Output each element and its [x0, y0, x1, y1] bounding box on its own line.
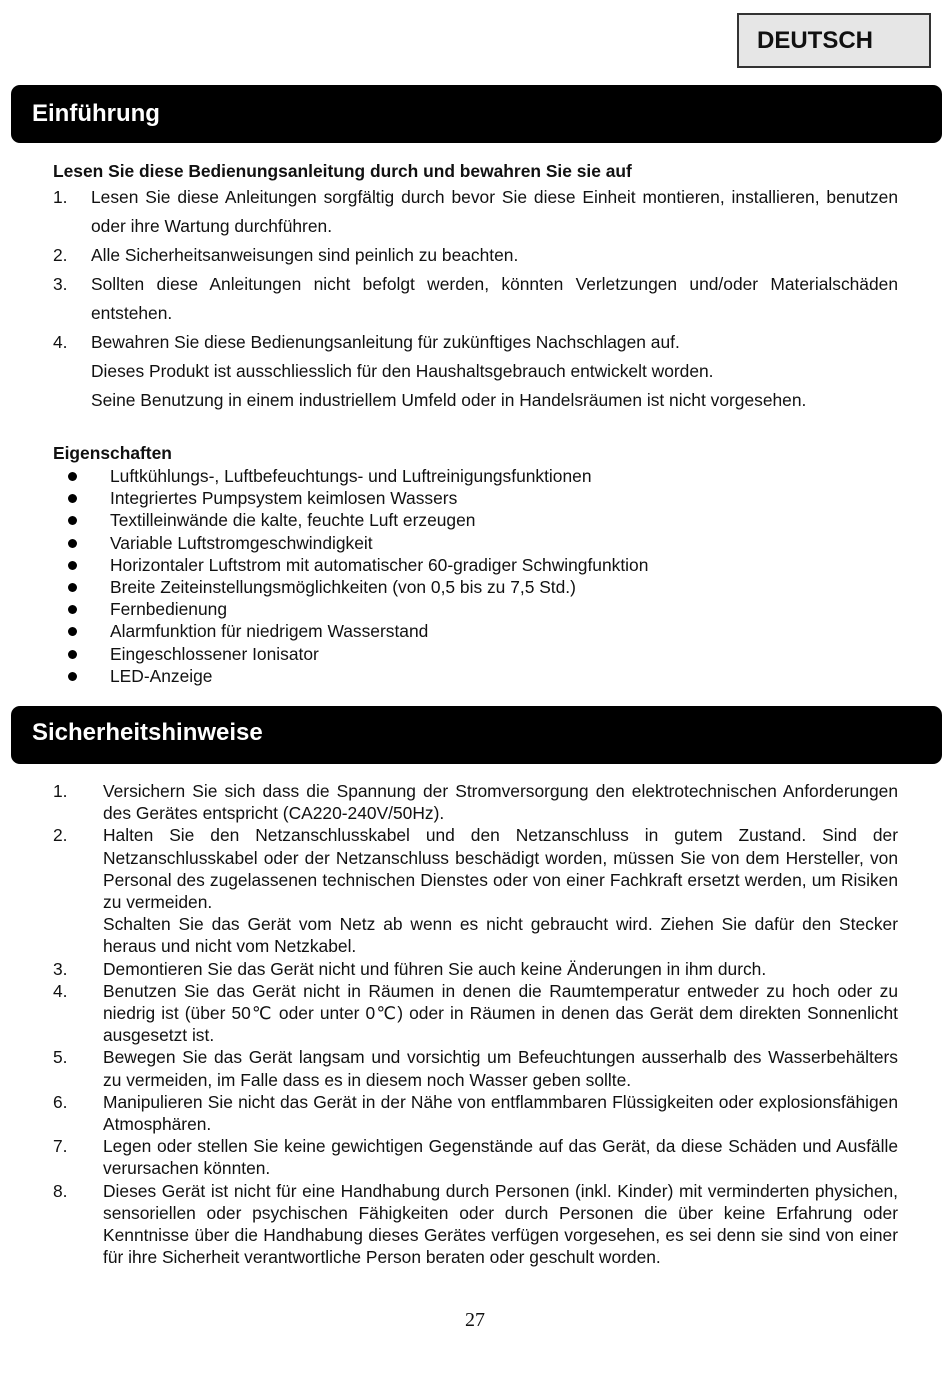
- list-item: [53, 1135, 898, 1179]
- item-number: 1.: [53, 187, 68, 207]
- bullet-icon: [68, 516, 77, 525]
- item-text: Halten Sie den Netzanschlusskabel und den Netzanschluss in gutem Zustand. Sind der Netzanschlusskabel oder der Netzanschluss beschädigt worden, müssen Sie von dem Hersteller, von Personal des zugelassenen technischen Dienstes oder von einer Fachkraft ersetzt werden, um Risiken zu vermeiden.: [103, 825, 898, 913]
- list-item: [53, 183, 898, 241]
- feature-item: [53, 554, 898, 576]
- bullet-icon: [68, 494, 77, 503]
- feature-text: Fernbedienung: [110, 599, 227, 620]
- item-text: Versichern Sie sich dass die Spannung der Stromversorgung den elektrotechnischen Anforderungen des Gerätes entspricht (CA220-240V/50Hz).: [103, 781, 898, 824]
- list-item: [53, 1091, 898, 1135]
- section-heading-safety: Sicherheitshinweise: [11, 706, 942, 764]
- safety-section: [53, 780, 898, 1268]
- item-number: 3.: [53, 958, 68, 979]
- list-item: [53, 780, 898, 824]
- item-number: 7.: [53, 1136, 68, 1157]
- page-number: 27: [465, 1309, 485, 1331]
- feature-item: [53, 598, 898, 620]
- feature-item: [53, 665, 898, 687]
- feature-text: Alarmfunktion für niedrigem Wasserstand: [110, 621, 429, 642]
- item-text: Dieses Gerät ist nicht für eine Handhabung durch Personen (inkl. Kinder) mit verminderten physichen, sensoriellen oder psychischen Fähigkeiten oder durch Personen die über keine Erfahrung oder Kenntnisse über die Handhabung dieses Gerätes verfügen vorgesehen, es sei denn sie sind von einer für ihre Sicherheit verantwortliche Person beraten oder geschult worden.: [103, 1180, 898, 1268]
- item-number: 5.: [53, 1047, 68, 1068]
- item-text: Legen oder stellen Sie keine gewichtigen Gegenstände auf das Gerät, da diese Schäden und Ausfälle verursachen könnten.: [103, 1136, 898, 1179]
- bullet-icon: [68, 561, 77, 570]
- list-item: [53, 270, 898, 328]
- item-number: 2.: [53, 825, 68, 846]
- item-text-continued: Schalten Sie das Gerät vom Netz ab wenn es nicht gebraucht wird. Ziehen Sie dafür den Stecker heraus und nicht vom Netzkabel.: [103, 914, 898, 957]
- features-heading: Eigenschaften: [53, 443, 172, 463]
- feature-item: [53, 465, 898, 487]
- bullet-icon: [68, 583, 77, 592]
- feature-item: [53, 643, 898, 665]
- feature-item: [53, 576, 898, 598]
- feature-text: Variable Luftstromgeschwindigkeit: [110, 532, 373, 553]
- feature-text: Breite Zeiteinstellungsmöglichkeiten (von 0,5 bis zu 7,5 Std.): [110, 577, 576, 598]
- item-number: 2.: [53, 245, 68, 265]
- item-number: 4.: [53, 980, 68, 1001]
- introduction-list: [53, 183, 898, 357]
- list-item: [53, 328, 898, 357]
- list-item: [53, 241, 898, 270]
- introduction-lead: Lesen Sie diese Bedienungsanleitung durch und bewahren Sie sie auf: [53, 161, 632, 181]
- item-text: Benutzen Sie das Gerät nicht in Räumen in denen die Raumtemperatur entweder zu hoch oder zu niedrig ist (über 50℃ oder unter 0℃) oder in Räumen in denen das Gerät dem direkten Sonnenlicht ausgesetzt ist.: [103, 980, 898, 1046]
- language-badge: DEUTSCH: [737, 13, 931, 68]
- industrial-use-note: Seine Benutzung in einem industriellem Umfeld oder in Handelsräumen ist nicht vorgesehen.: [91, 390, 807, 410]
- feature-text: Integriertes Pumpsystem keimlosen Wassers: [110, 488, 458, 509]
- list-item: [53, 824, 898, 957]
- item-text: Bewahren Sie diese Bedienungsanleitung für zukünftiges Nachschlagen auf.: [91, 332, 680, 352]
- list-item: [53, 980, 898, 1047]
- list-item: [53, 958, 898, 980]
- item-number: 8.: [53, 1180, 68, 1201]
- item-text: Bewegen Sie das Gerät langsam und vorsichtig um Befeuchtungen ausserhalb des Wasserbehälters zu vermeiden, im Falle dass es in diesem noch Wasser geben sollte.: [103, 1047, 898, 1090]
- features-list: [53, 465, 898, 687]
- item-number: 1.: [53, 781, 68, 801]
- list-item: [53, 1046, 898, 1090]
- bullet-icon: [68, 650, 77, 659]
- features-section: [53, 441, 898, 687]
- item-text: Sollten diese Anleitungen nicht befolgt werden, könnten Verletzungen und/oder Materialschäden entstehen.: [91, 274, 898, 323]
- bullet-icon: [68, 627, 77, 636]
- item-text: Manipulieren Sie nicht das Gerät in der Nähe von entflammbaren Flüssigkeiten oder explosionsfähigen Atmosphären.: [103, 1091, 898, 1135]
- feature-item: [53, 532, 898, 554]
- item-number: 3.: [53, 274, 68, 294]
- section-heading-introduction: Einführung: [11, 85, 942, 143]
- feature-item: [53, 620, 898, 642]
- introduction-section: [53, 159, 898, 415]
- feature-text: LED-Anzeige: [110, 665, 213, 686]
- feature-text: Textilleinwände die kalte, feuchte Luft erzeugen: [110, 510, 476, 531]
- household-use-note: Dieses Produkt ist ausschliesslich für den Haushaltsgebrauch entwickelt worden.: [91, 361, 714, 381]
- list-item: [53, 1180, 898, 1269]
- feature-text: Horizontaler Luftstrom mit automatischer 60-gradiger Schwingfunktion: [110, 554, 649, 575]
- feature-item: [53, 487, 898, 509]
- item-number: 4.: [53, 332, 68, 352]
- item-text: Lesen Sie diese Anleitungen sorgfältig durch bevor Sie diese Einheit montieren, installieren, benutzen oder ihre Wartung durchführen.: [91, 187, 898, 236]
- bullet-icon: [68, 672, 77, 681]
- bullet-icon: [68, 472, 77, 481]
- feature-text: Eingeschlossener Ionisator: [110, 643, 319, 664]
- item-text: Demontieren Sie das Gerät nicht und führen Sie auch keine Änderungen in ihm durch.: [103, 958, 767, 979]
- feature-item: [53, 509, 898, 531]
- item-number: 6.: [53, 1091, 68, 1112]
- bullet-icon: [68, 539, 77, 548]
- feature-text: Luftkühlungs-, Luftbefeuchtungs- und Luftreinigungsfunktionen: [110, 466, 592, 486]
- item-text: Alle Sicherheitsanweisungen sind peinlich zu beachten.: [91, 245, 519, 265]
- safety-list: [53, 780, 898, 1268]
- bullet-icon: [68, 605, 77, 614]
